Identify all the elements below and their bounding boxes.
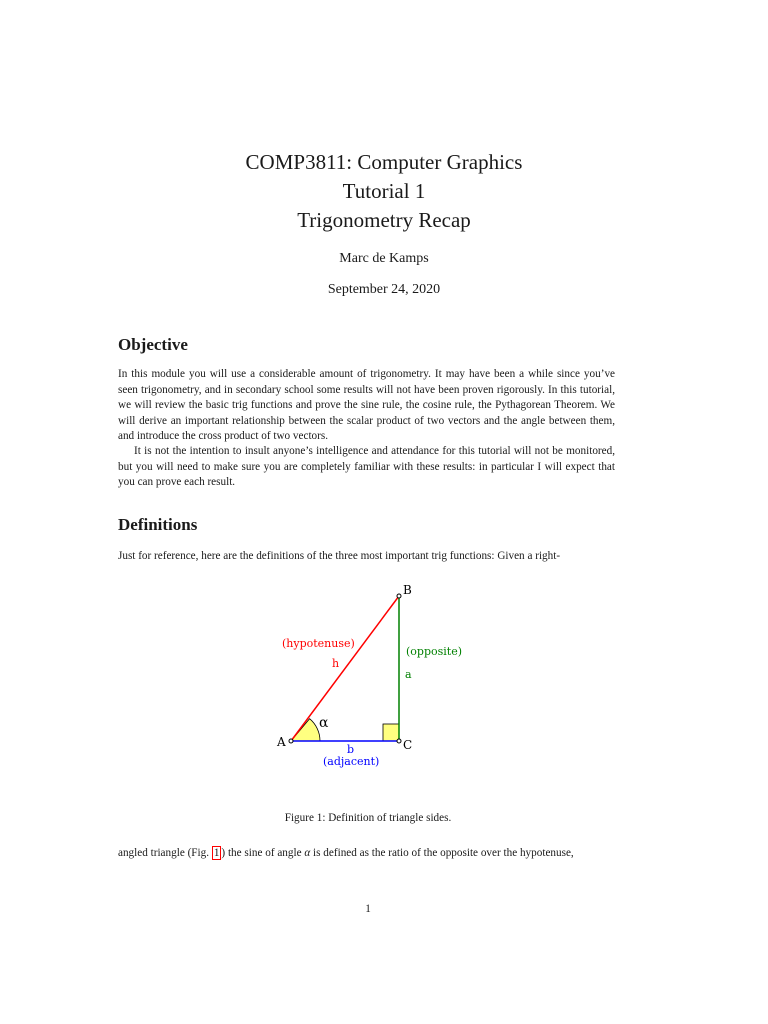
title-line-2: Tutorial 1 xyxy=(342,179,426,203)
author: Marc de Kamps xyxy=(339,251,429,266)
vertex-point-b xyxy=(397,594,401,598)
figure-reference-link[interactable]: 1 xyxy=(213,847,220,859)
h-label: h xyxy=(332,657,340,670)
vertex-point-a xyxy=(289,739,293,743)
page-number: 1 xyxy=(365,903,371,915)
adjacent-label: (adjacent) xyxy=(323,755,380,768)
continuation-after-ref: ) the sine of angle xyxy=(221,847,305,859)
title-line-3: Trigonometry Recap xyxy=(297,208,471,232)
objective-paragraph-2: It is not the intention to insult anyone’s intelligence and attendance for this tutorial will not be monitored, but you will need to make sure you are completely familiar with these results: in particular I will expect that you can prove each result. xyxy=(118,445,615,488)
vertex-label-b: B xyxy=(403,583,412,597)
objective-heading: Objective xyxy=(118,335,188,354)
alpha-symbol: α xyxy=(304,847,311,859)
vertex-label-c: C xyxy=(403,738,413,752)
hypotenuse-label: (hypotenuse) xyxy=(282,637,355,650)
hypotenuse-side xyxy=(291,596,399,741)
b-label: b xyxy=(347,743,355,756)
alpha-label: α xyxy=(319,715,329,731)
date: September 24, 2020 xyxy=(327,282,441,297)
vertex-point-c xyxy=(397,739,401,743)
vertex-label-a: A xyxy=(277,735,286,749)
a-label: a xyxy=(405,668,412,681)
right-angle-marker xyxy=(383,724,399,741)
objective-paragraph-1: In this module you will use a considerable amount of trigonometry. It may have been a while since you’ve seen trigonometry, and in secondary school some results will not have been proven rigorously. In this tutorial, we will review the basic trig functions and prove the sine rule, the cosine rule, the Pythagorean Theorem. We will derive an important relationship between the scalar product of two vectors and the angle between them, and introduce the cross product of two vectors. xyxy=(118,368,615,442)
definitions-paragraph-1: Just for reference, here are the definitions of the three most important trig functions: Given a right- xyxy=(118,550,561,562)
opposite-label: (opposite) xyxy=(406,645,463,658)
continuation-before-ref: angled triangle (Fig. xyxy=(118,847,212,859)
continuation-paragraph xyxy=(118,846,638,862)
title-line-1: COMP3811: Computer Graphics xyxy=(245,150,523,174)
continuation-rest: is defined as the ratio of the opposite over the hypotenuse, xyxy=(310,847,574,859)
figure-caption: Figure 1: Definition of triangle sides. xyxy=(284,812,452,824)
definitions-heading: Definitions xyxy=(118,515,198,534)
